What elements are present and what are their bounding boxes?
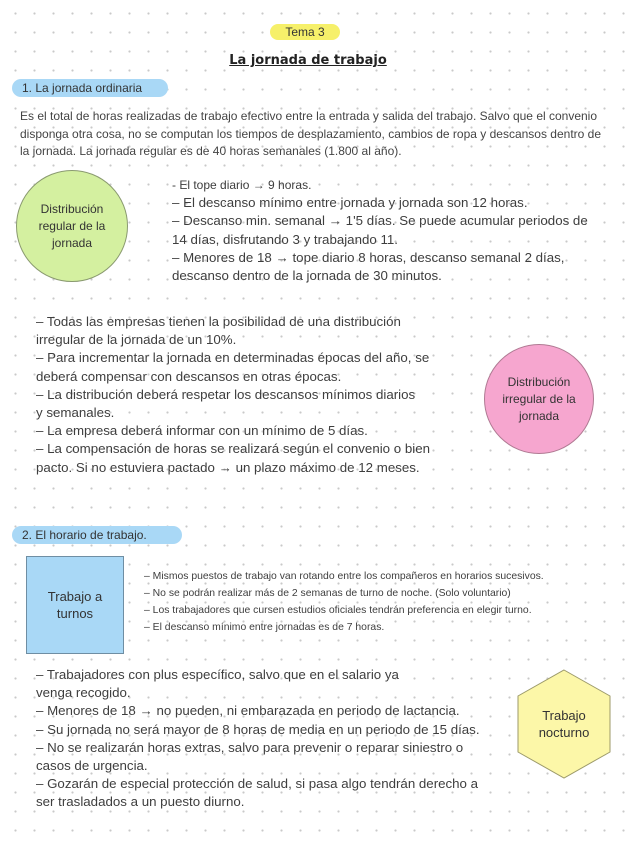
- irregular-distribution-circle: [484, 344, 594, 454]
- list-item: y semanales.: [36, 405, 115, 421]
- list-item: venga recogido.: [36, 685, 131, 701]
- list-item: – Trabajadores con plus específico, salvo que en el salario ya: [36, 667, 399, 682]
- list-item: pacto. Si no estuviera pactado → un plazo máximo de 12 meses.: [36, 459, 420, 475]
- list-item: – El descanso mínimo entre jornada y jornada son 12 horas.: [172, 195, 528, 211]
- list-item: ser trasladados a un puesto diurno.: [36, 794, 245, 810]
- list-item: – No se podrán realizar más de 2 semanas de turno de noche. (Solo voluntario): [144, 588, 511, 599]
- section-heading-jornada: 1. La jornada ordinaria: [12, 79, 168, 97]
- night-work-label: Trabajo nocturno: [538, 708, 590, 740]
- shift-work-square: [26, 556, 124, 654]
- list-item: – Descanso min. semanal → 1'5 días. Se puede acumular periodos de: [172, 213, 588, 229]
- regular-distribution-list: [172, 176, 588, 285]
- list-item: – La distribución deberá respetar los descansos mínimos diarios: [36, 386, 416, 402]
- list-item: – Gozarán de especial protección de salud, si pasa algo tendrán derecho a: [36, 776, 479, 792]
- intro-paragraph: Es el total de horas realizadas de trabajo efectivo entre la entrada y salida del trabajo. Salvo que el convenio disponga otra cosa, no se computan los tiempos de desplazamiento, cambios de ropa y descansos dentro de la jornada. La jornada regular es de 40 horas semanales (1.800 al año).: [20, 109, 602, 158]
- irregular-distribution-list: [36, 313, 430, 477]
- list-item: – Todas las empresas tienen la posibilidad de una distribución: [36, 314, 401, 329]
- night-work-list: [36, 666, 480, 812]
- list-item: – No se realizarán horas extras, salvo para prevenir o reparar siniestro o: [36, 739, 464, 755]
- list-item: irregular de la jornada de un 10%.: [36, 332, 237, 348]
- list-item: – La empresa deberá informar con un mínimo de 5 días.: [36, 423, 368, 439]
- list-item: 14 días, disfrutando 3 y trabajando 11.: [172, 231, 398, 247]
- list-item: – Mismos puestos de trabajo van rotando entre los compañeros en horarios sucesivos.: [144, 571, 544, 582]
- shift-work-list: [144, 568, 544, 636]
- irregular-distribution-label: Distribución irregular de la jornada: [502, 374, 576, 423]
- regular-distribution-label: Distribución regular de la jornada: [38, 201, 106, 250]
- topic-tag: Tema 3: [270, 24, 340, 40]
- shift-work-label: Trabajo a turnos: [47, 589, 103, 621]
- list-item: – Su jornada no será mayor de 8 horas de media en un periodo de 15 días.: [36, 721, 480, 737]
- page-title: La jornada de trabajo: [229, 53, 387, 68]
- list-item: casos de urgencia.: [36, 758, 148, 774]
- list-item: – La compensación de horas se realizará según el convenio o bien: [36, 441, 430, 457]
- list-item: descanso dentro de la jornada de 30 minutos.: [172, 268, 442, 284]
- list-item: – Menores de 18 → no pueden, ni embarazada en periodo de lactancia.: [36, 703, 460, 719]
- list-item: – Menores de 18 → tope diario 8 horas, descanso semanal 2 días,: [172, 249, 565, 265]
- list-item: – El descanso mínimo entre jornadas es de 7 horas.: [144, 622, 385, 633]
- list-item: – Los trabajadores que cursen estudios oficiales tendrán preferencia en elegir turno.: [144, 605, 532, 616]
- regular-distribution-circle: [16, 170, 128, 282]
- list-item: - El tope diario → 9 horas.: [172, 178, 312, 192]
- night-work-label-wrap: [514, 668, 614, 780]
- list-item: deberá compensar con descansos en otras épocas.: [36, 368, 342, 384]
- section-heading-horario: 2. El horario de trabajo.: [12, 526, 182, 544]
- list-item: – Para incrementar la jornada en determinadas épocas del año, se: [36, 350, 430, 366]
